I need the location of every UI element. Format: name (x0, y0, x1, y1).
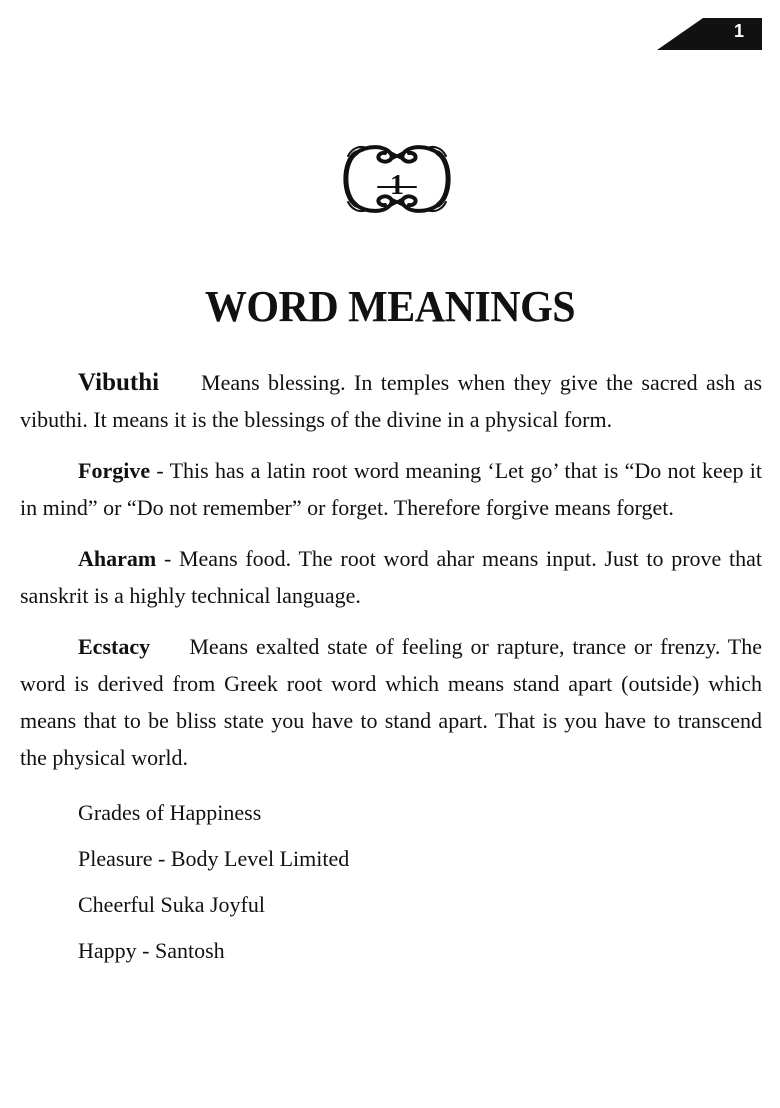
entry-definition-ecstacy: Means exalted state of feeling or rapture, trance or frenzy. The word is derived from Greek root word which means stand apart (outside) which means that to be bliss state you have to stand apart. That is you have to transcend the physical world. (20, 634, 763, 770)
happiness-grades-heading: Grades of Happiness (78, 800, 262, 825)
page-number-tab (657, 18, 762, 50)
entry-ecstacy (20, 628, 762, 776)
entry-term-aharam: Aharam (78, 546, 157, 571)
word-meanings-content (20, 364, 762, 978)
chapter-number: 1 (390, 170, 404, 201)
chapter-ornament (338, 133, 456, 225)
entry-term-vibuthi: Vibuthi (78, 369, 160, 396)
happiness-grade-item: Happy - Santosh (78, 938, 225, 963)
happiness-grades-list (20, 794, 762, 969)
happiness-grade-item: Cheerful Suka Joyful (78, 892, 265, 917)
entry-aharam (20, 540, 762, 614)
page-corner-shape (657, 18, 762, 50)
happiness-grade-item: Pleasure - Body Level Limited (78, 846, 350, 871)
entry-definition-forgive: - This has a latin root word meaning ‘Let go’ that is “Do not keep it in mind” or “Do not remember” or forget. Therefore forgive means forget. (20, 458, 762, 520)
entry-definition-vibuthi: Means blessing. In temples when they give the sacred ash as vibuthi. It means it is the blessings of the divine in a physical form. (20, 370, 763, 432)
page-number: 1 (733, 21, 744, 41)
entry-definition-aharam: - Means food. The root word ahar means input. Just to prove that sanskrit is a highly technical language. (20, 546, 762, 608)
entry-term-ecstacy: Ecstacy (78, 634, 151, 659)
chapter-title: WORD MEANINGS (204, 282, 576, 332)
entry-term-forgive: Forgive (78, 458, 151, 483)
entry-vibuthi (20, 364, 762, 438)
entry-forgive (20, 452, 762, 526)
